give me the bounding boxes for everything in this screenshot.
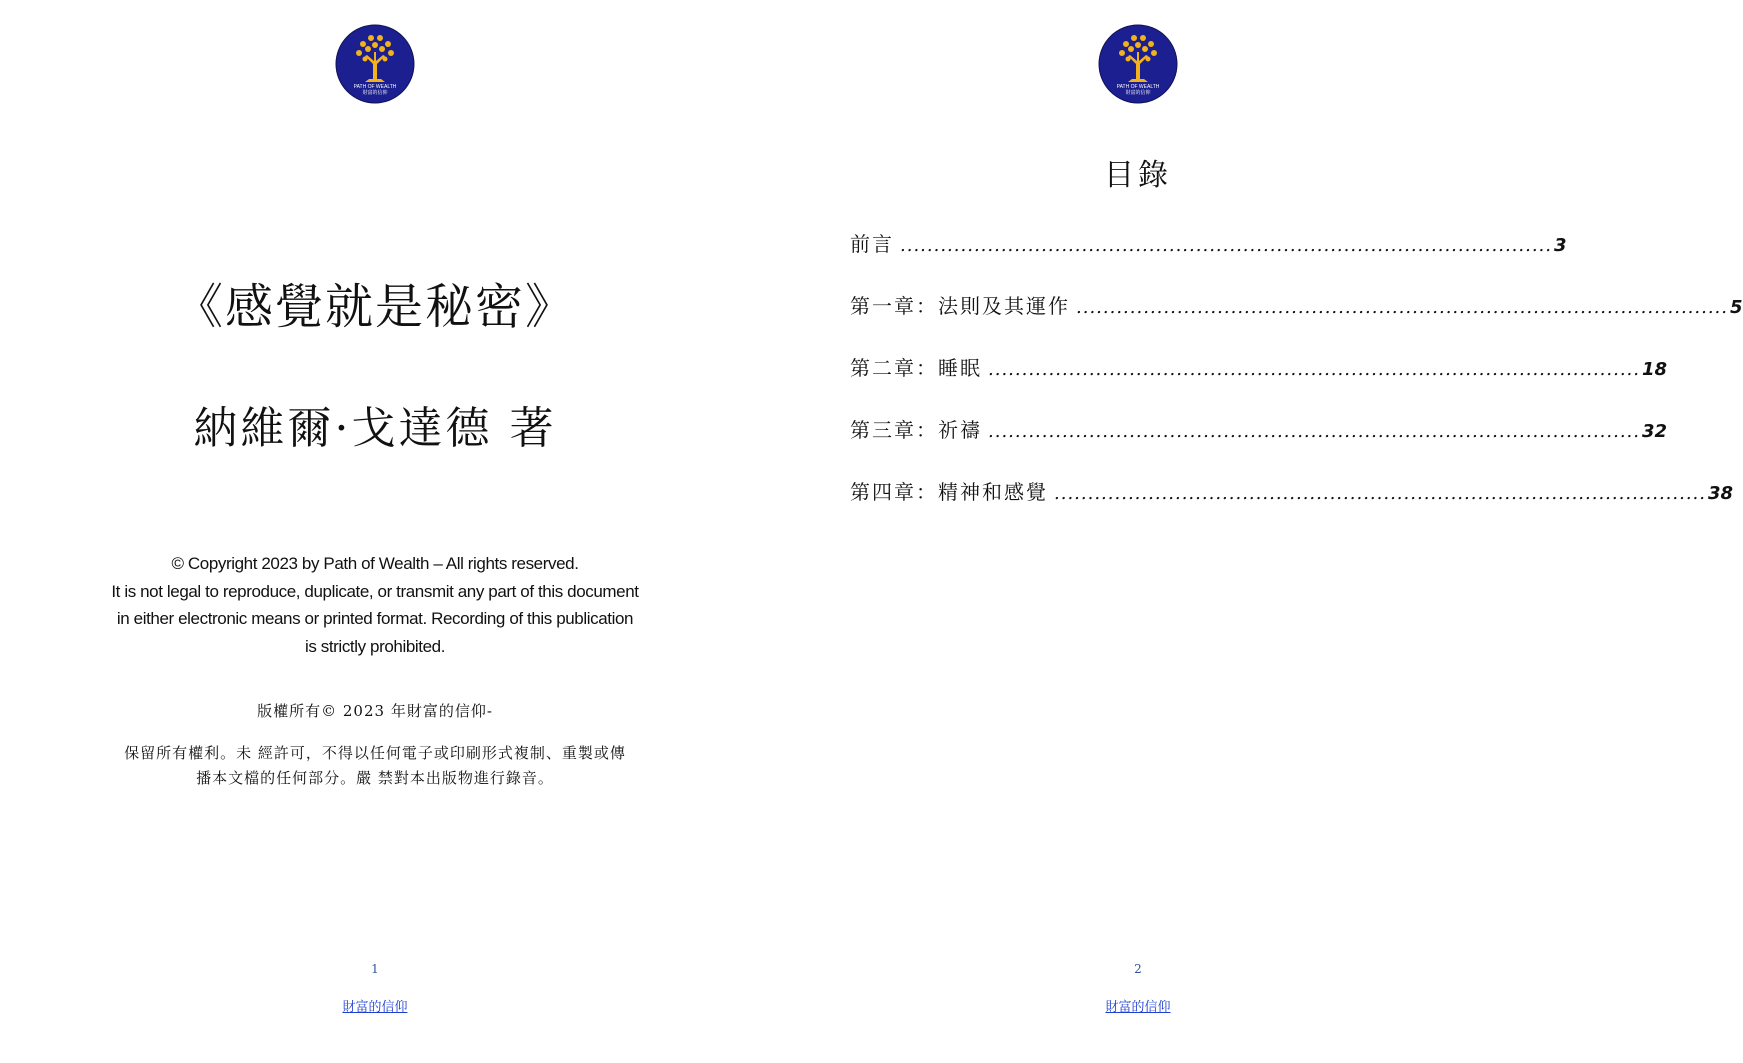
footer-link[interactable]: 財富的信仰 xyxy=(1105,1000,1171,1015)
toc-entry-page: 38 xyxy=(1708,483,1734,504)
page-number: 1 xyxy=(371,962,379,976)
copyright-line: 保留所有權利。未 經許可，不得以任何電子或印刷形式複制、重製或傳 xyxy=(124,744,626,762)
toc-entry-page: 18 xyxy=(1642,359,1668,380)
footer-link[interactable]: 財富的信仰 xyxy=(342,1000,408,1015)
toc-entry-label: 前言 xyxy=(850,232,894,256)
toc-leader-dots: ................................................................................................. xyxy=(900,235,1553,256)
toc-entry-page: 5 xyxy=(1730,297,1743,318)
page-number: 2 xyxy=(1134,962,1142,976)
toc-leader-dots: ................................................................................................. xyxy=(988,359,1641,380)
toc-leader-dots: ................................................................................................. xyxy=(1076,297,1729,318)
toc-leader-dots: ................................................................................................. xyxy=(988,421,1641,442)
toc-entry[interactable] xyxy=(850,290,1743,352)
toc-entry[interactable] xyxy=(850,414,1668,476)
path-of-wealth-logo xyxy=(1098,24,1178,104)
page-right xyxy=(750,0,1743,1063)
path-of-wealth-logo xyxy=(335,24,415,104)
toc-entry-label: 第二章：睡眠 xyxy=(850,356,982,380)
toc-entry-page: 3 xyxy=(1554,235,1567,256)
toc-entry-label: 第一章：法則及其運作 xyxy=(850,294,1070,318)
copyright-line: © Copyright 2023 by Path of Wealth – All rights reserved. xyxy=(171,554,579,573)
toc-leader-dots: ................................................................................................. xyxy=(1054,483,1707,504)
svg-text:財富的信仰: 財富的信仰 xyxy=(1125,90,1151,96)
copyright-chinese-heading: 版權所有© 2023 年財富的信仰- xyxy=(257,702,493,720)
toc-entry-label: 第三章：祈禱 xyxy=(850,418,982,442)
page-left xyxy=(0,0,750,1063)
toc-entry-label: 第四章：精神和感覺 xyxy=(850,480,1048,504)
copyright-line: is strictly prohibited. xyxy=(304,636,446,656)
book-author: 納維爾·戈達德 著 xyxy=(193,403,557,454)
copyright-chinese xyxy=(75,741,675,791)
toc-entry[interactable] xyxy=(850,476,1734,538)
svg-text:PATH OF WEALTH: PATH OF WEALTH xyxy=(1116,84,1160,90)
book-title: 《感覺就是秘密》 xyxy=(174,279,575,335)
toc-title: 目錄 xyxy=(1104,158,1172,193)
toc-entry[interactable] xyxy=(850,352,1668,414)
copyright-line: in either electronic means or printed format. Recording of this publication xyxy=(116,609,634,628)
copyright-line: It is not legal to reproduce, duplicate, or transmit any part of this document xyxy=(111,581,639,601)
svg-text:PATH OF WEALTH: PATH OF WEALTH xyxy=(353,84,397,90)
table-of-contents xyxy=(850,228,1743,538)
svg-text:財富的信仰: 財富的信仰 xyxy=(362,90,388,96)
copyright-english xyxy=(75,550,675,660)
toc-entry[interactable] xyxy=(850,228,1567,290)
copyright-line: 播本文檔的任何部分。嚴 禁對本出版物進行錄音。 xyxy=(196,769,554,787)
toc-entry-page: 32 xyxy=(1642,421,1668,442)
